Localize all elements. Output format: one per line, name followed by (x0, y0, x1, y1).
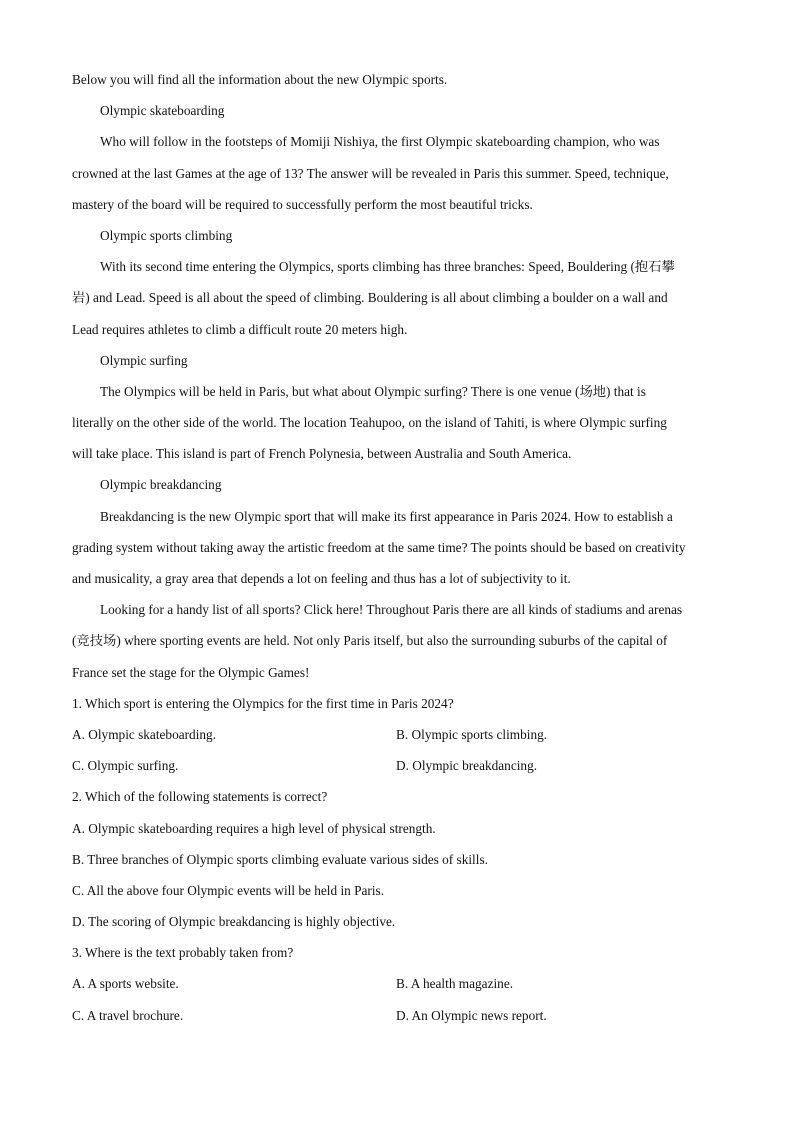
paragraph-line: Looking for a handy list of all sports? Click here! Throughout Paris there are all kinds of stadiums and arenas (100, 602, 683, 618)
question-stem: 2. Which of the following statements is correct? (72, 789, 328, 805)
document-page (72, 64, 722, 1031)
paragraph-line: crowned at the last Games at the age of 13? The answer will be revealed in Paris this summer. Speed, technique, (72, 165, 669, 181)
paragraph-line: 岩) and Lead. Speed is all about the speed of climbing. Bouldering is all about climbing a boulder on a wall and (72, 290, 668, 306)
paragraph-line: (竞技场) where sporting events are held. Not only Paris itself, but also the surrounding suburbs of the capital of (72, 633, 668, 649)
option-row (72, 750, 722, 781)
option-c[interactable]: C. A travel brochure. (72, 1007, 184, 1023)
option-row (72, 1000, 722, 1031)
option-a[interactable]: A. Olympic skateboarding requires a high level of physical strength. (72, 820, 436, 836)
option-c[interactable]: C. All the above four Olympic events will be held in Paris. (72, 882, 385, 898)
option-c[interactable]: C. Olympic surfing. (72, 758, 179, 774)
option-b[interactable]: B. A health magazine. (396, 976, 514, 992)
option-b[interactable]: B. Three branches of Olympic sports climbing evaluate various sides of skills. (72, 851, 488, 867)
paragraph-line: Lead requires athletes to climb a difficult route 20 meters high. (72, 321, 408, 337)
paragraph-line: With its second time entering the Olympics, sports climbing has three branches: Speed, Bouldering (抱石攀 (100, 259, 675, 275)
paragraph-line: The Olympics will be held in Paris, but what about Olympic surfing? There is one venue (场地) that is (100, 383, 646, 399)
section-heading-surfing: Olympic surfing (100, 352, 188, 368)
question-stem: 3. Where is the text probably taken from? (72, 945, 294, 961)
option-d[interactable]: D. The scoring of Olympic breakdancing is highly objective. (72, 914, 396, 930)
section-heading-climbing: Olympic sports climbing (100, 227, 233, 243)
option-d[interactable]: D. An Olympic news report. (396, 1007, 547, 1023)
section-heading-skateboarding: Olympic skateboarding (100, 103, 225, 119)
option-a[interactable]: A. A sports website. (72, 976, 179, 992)
paragraph-line: literally on the other side of the world. The location Teahupoo, on the island of Tahiti, is where Olympic surfing (72, 415, 667, 431)
paragraph-line: Breakdancing is the new Olympic sport that will make its first appearance in Paris 2024. How to establish a (100, 508, 673, 524)
option-b[interactable]: B. Olympic sports climbing. (396, 726, 548, 742)
option-a[interactable]: A. Olympic skateboarding. (72, 726, 217, 742)
paragraph-line: mastery of the board will be required to successfully perform the most beautiful tricks. (72, 196, 533, 212)
intro-text: Below you will find all the information about the new Olympic sports. (72, 72, 448, 87)
paragraph-line: and musicality, a gray area that depends a lot on feeling and thus has a lot of subjectivity to it. (72, 571, 571, 586)
paragraph-line: Who will follow in the footsteps of Momiji Nishiya, the first Olympic skateboarding champion, who was (100, 134, 660, 150)
question-stem: 1. Which sport is entering the Olympics for the first time in Paris 2024? (72, 695, 454, 711)
option-row (72, 968, 722, 999)
section-heading-breakdancing: Olympic breakdancing (100, 477, 222, 493)
option-row (72, 719, 722, 750)
paragraph-line: grading system without taking away the artistic freedom at the same time? The points should be based on creativity (72, 539, 686, 555)
paragraph-line: France set the stage for the Olympic Games! (72, 664, 310, 680)
option-d[interactable]: D. Olympic breakdancing. (396, 758, 538, 774)
paragraph-line: will take place. This island is part of French Polynesia, between Australia and South America. (72, 446, 572, 462)
